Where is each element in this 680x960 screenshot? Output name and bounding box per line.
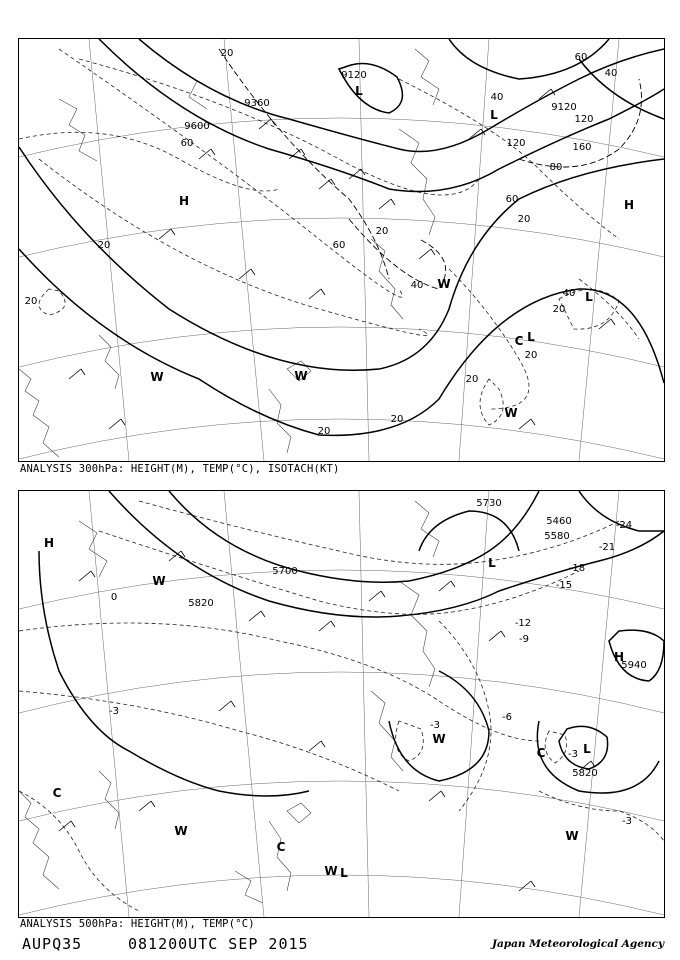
contour-value-label: 20 — [317, 426, 331, 437]
panel-caption-500hpa: ANALYSIS 500hPa: HEIGHT(M), TEMP(°C) — [20, 918, 255, 930]
contour-value-label: 60 — [180, 138, 194, 149]
pressure-center-mark: W — [152, 573, 166, 588]
contour-value-label: 60 — [332, 240, 346, 251]
contour-value-label: 40 — [604, 68, 618, 79]
contour-value-label: -3 — [568, 749, 578, 760]
contour-value-label: 0 — [110, 592, 118, 603]
contour-value-label: 20 — [524, 350, 538, 361]
map-panel-300hpa — [18, 38, 665, 462]
contour-value-label: 5940 — [621, 660, 647, 671]
pressure-centers — [150, 84, 634, 420]
pressure-center-mark: L — [585, 289, 593, 304]
pressure-center-mark: L — [488, 555, 496, 570]
contour-value-label: 60 — [574, 52, 588, 63]
contour-value-label: 5820 — [188, 598, 214, 609]
pressure-center-mark: W — [150, 369, 164, 384]
pressure-center-mark: W — [432, 731, 446, 746]
contour-value-label: 9120 — [341, 70, 367, 81]
contour-value-label: -6 — [502, 712, 512, 723]
coastlines — [19, 49, 439, 457]
agency-name: Japan Meteorological Agency — [492, 938, 665, 950]
map-300hpa — [19, 39, 664, 461]
contour-value-label: 9360 — [244, 98, 270, 109]
valid-time: 081200UTC SEP 2015 — [128, 935, 309, 953]
contour-value-label: 20 — [220, 48, 234, 59]
map-500hpa — [19, 491, 664, 917]
pressure-center-mark: L — [527, 329, 535, 344]
contour-value-label: 5730 — [476, 498, 502, 509]
contour-value-label: 20 — [24, 296, 38, 307]
contour-value-label: 20 — [390, 414, 404, 425]
contour-value-label: 20 — [517, 214, 531, 225]
pressure-center-mark: C — [276, 839, 286, 854]
contour-value-label: 20 — [375, 226, 389, 237]
contour-value-label: 5820 — [572, 768, 598, 779]
pressure-center-mark: H — [623, 197, 635, 212]
pressure-center-mark: L — [583, 741, 591, 756]
contour-value-label: 20 — [552, 304, 566, 315]
pressure-center-mark: H — [178, 193, 190, 208]
pressure-center-mark: W — [437, 276, 451, 291]
pressure-center-mark: W — [294, 368, 308, 383]
contour-value-label: 40 — [490, 92, 504, 103]
contour-value-label: 60 — [505, 194, 519, 205]
contour-value-label: 9600 — [184, 121, 210, 132]
contour-value-label: 5700 — [272, 566, 298, 577]
pressure-center-mark: C — [536, 745, 546, 760]
pressure-center-mark: W — [174, 823, 188, 838]
contour-value-label: 160 — [572, 142, 592, 153]
contour-value-label: 120 — [506, 138, 526, 149]
contour-value-label: -12 — [514, 618, 532, 629]
pressure-centers — [44, 536, 624, 880]
map-panel-500hpa — [18, 490, 665, 918]
chart-id: AUPQ35 — [22, 935, 83, 953]
contour-value-label: 9120 — [551, 102, 577, 113]
wind-barbs — [59, 551, 598, 891]
contour-value-label: 20 — [465, 374, 479, 385]
contour-value-label: 120 — [574, 114, 594, 125]
pressure-center-mark: C — [514, 333, 524, 348]
contour-value-label: -21 — [598, 542, 616, 553]
contour-value-label: 20 — [97, 240, 111, 251]
pressure-center-mark: L — [340, 865, 348, 880]
contour-labels — [109, 498, 647, 827]
contour-value-label: -24 — [615, 520, 633, 531]
pressure-center-mark: W — [565, 828, 579, 843]
contour-value-label: -15 — [555, 580, 573, 591]
contour-value-label: 40 — [410, 280, 424, 291]
pressure-center-mark: H — [43, 535, 55, 550]
contour-value-label: 40 — [562, 288, 576, 299]
isotachs — [219, 49, 642, 289]
lat-lon-grid — [19, 491, 664, 917]
contour-value-label: 5580 — [544, 531, 570, 542]
contour-value-label: -3 — [622, 816, 632, 827]
contour-value-label: -9 — [519, 634, 529, 645]
pressure-center-mark: W — [504, 405, 518, 420]
contour-value-label: 80 — [549, 162, 563, 173]
pressure-center-mark: H — [613, 649, 625, 664]
contour-value-label: -3 — [109, 706, 119, 717]
contour-value-label: -3 — [430, 720, 440, 731]
pressure-center-mark: L — [355, 83, 363, 98]
pressure-center-mark: C — [52, 785, 62, 800]
coastlines — [19, 501, 439, 903]
panel-caption-300hpa: ANALYSIS 300hPa: HEIGHT(M), TEMP(°C), ISOTACH(KT) — [20, 463, 340, 475]
contour-value-label: -18 — [568, 563, 586, 574]
contour-value-label: 5460 — [546, 516, 572, 527]
pressure-center-mark: L — [490, 107, 498, 122]
pressure-center-mark: W — [324, 863, 338, 878]
